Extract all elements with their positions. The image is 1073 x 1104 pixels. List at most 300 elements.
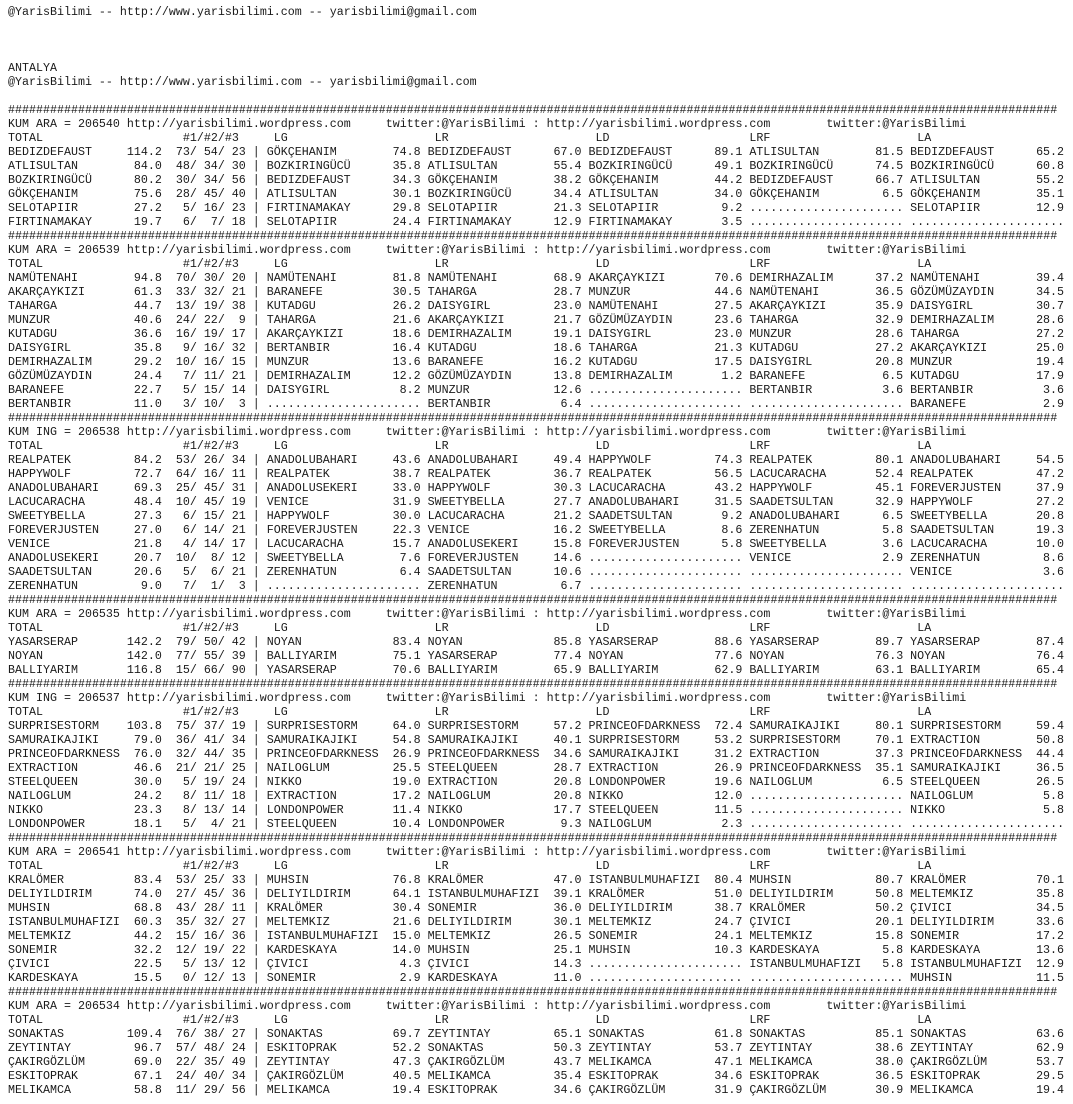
rank-1-count: 15 bbox=[175, 929, 190, 943]
table-row bbox=[8, 649, 1064, 663]
cell-lrf-value: 36.5 bbox=[875, 1069, 904, 1083]
rank-2-count: 11 bbox=[203, 789, 218, 803]
column-ranks: #1/#2/#3 bbox=[182, 705, 239, 719]
cell-lg-name: SELOTAPIIR bbox=[266, 215, 337, 229]
rank-1-count: 7 bbox=[182, 579, 190, 593]
cell-lrf-name: EXTRACTION bbox=[749, 747, 820, 761]
cell-lr-name: HAPPYWOLF bbox=[427, 481, 491, 495]
race-url[interactable]: http://yarisbilimi.wordpress.com bbox=[546, 607, 771, 621]
cell-lg-value: 33.0 bbox=[392, 481, 421, 495]
rank-2-count: 11 bbox=[203, 369, 218, 383]
cell-la-name: SURPRISESTORM bbox=[910, 719, 1002, 733]
race-twitter[interactable]: twitter:@YarisBilimi bbox=[826, 117, 967, 131]
cell-lr-value: 68.9 bbox=[553, 271, 582, 285]
cell-lg-name: MUNZUR bbox=[266, 355, 309, 369]
cell-lr-value: 30.1 bbox=[553, 915, 582, 929]
table-row bbox=[8, 887, 1064, 901]
race-url[interactable]: http://yarisbilimi.wordpress.com bbox=[546, 425, 771, 439]
rank-3-count: 56 bbox=[231, 173, 246, 187]
column-separator: | bbox=[252, 201, 260, 215]
race-url[interactable]: http://yarisbilimi.wordpress.com bbox=[546, 999, 771, 1013]
race-colon: : bbox=[532, 243, 540, 257]
table-row bbox=[8, 495, 1064, 509]
cell-lg-value: 21.6 bbox=[392, 915, 421, 929]
cell-lrf-name: SWEETYBELLA bbox=[749, 537, 827, 551]
rank-3-count: 18 bbox=[231, 215, 246, 229]
horse-name: SELOTAPIIR bbox=[8, 201, 78, 215]
column-separator: | bbox=[252, 565, 260, 579]
race-title: KUM ARA = 206535 bbox=[8, 607, 120, 621]
horse-name: EXTRACTION bbox=[8, 761, 78, 775]
rank-separator: / bbox=[217, 201, 225, 215]
race-twitter[interactable]: twitter:@YarisBilimi bbox=[385, 845, 526, 859]
table-row bbox=[8, 299, 1064, 313]
cell-lrf-value: 3.6 bbox=[882, 383, 904, 397]
column-separator: | bbox=[252, 635, 260, 649]
cell-ld-empty: ...................... bbox=[588, 551, 743, 565]
rank-separator: / bbox=[189, 523, 197, 537]
cell-lr-name: ESKITOPRAK bbox=[427, 1083, 498, 1097]
column-total: TOTAL bbox=[8, 705, 43, 719]
cell-lg-value: 30.1 bbox=[392, 187, 421, 201]
cell-lr-value: 36.7 bbox=[553, 467, 582, 481]
cell-lr-name: SAADETSULTAN bbox=[427, 565, 512, 579]
total-score: 83.4 bbox=[133, 873, 162, 887]
cell-lg-name: KRALÖMER bbox=[266, 901, 323, 915]
cell-ld-name: SONAKTAS bbox=[588, 1027, 645, 1041]
column-ranks: #1/#2/#3 bbox=[182, 859, 239, 873]
cell-la-value: 60.8 bbox=[1036, 159, 1065, 173]
race-url[interactable]: http://yarisbilimi.wordpress.com bbox=[546, 691, 771, 705]
column-header bbox=[8, 131, 1064, 145]
cell-la-value: 36.5 bbox=[1036, 761, 1065, 775]
cell-lg-name: DAISYGIRL bbox=[266, 383, 330, 397]
rank-1-count: 5 bbox=[182, 565, 190, 579]
column-separator: | bbox=[252, 467, 260, 481]
cell-ld-value: 56.5 bbox=[714, 467, 743, 481]
horse-name: BEDIZDEFAUST bbox=[8, 145, 92, 159]
cell-lrf-value: 37.2 bbox=[875, 271, 904, 285]
total-score: 58.8 bbox=[133, 1083, 162, 1097]
cell-la-name: ZEYTINTAY bbox=[910, 1041, 974, 1055]
cell-lg-value: 11.4 bbox=[392, 803, 421, 817]
cell-lr-name: NAMÜTENAHI bbox=[427, 271, 498, 285]
column-header bbox=[8, 859, 1064, 873]
rank-separator: / bbox=[217, 1027, 225, 1041]
cell-lr-name: ANADOLUSEKERI bbox=[427, 537, 519, 551]
rank-2-count: 4 bbox=[210, 817, 218, 831]
cell-ld-empty: ...................... bbox=[588, 565, 743, 579]
table-row bbox=[8, 1041, 1064, 1055]
cell-lrf-empty: ...................... bbox=[749, 397, 904, 411]
race-twitter[interactable]: twitter:@YarisBilimi bbox=[826, 691, 967, 705]
cell-lg-value: 12.2 bbox=[392, 369, 421, 383]
cell-lg-value: 18.6 bbox=[392, 327, 421, 341]
race-twitter[interactable]: twitter:@YarisBilimi bbox=[385, 243, 526, 257]
cell-la-name: ZERENHATUN bbox=[910, 551, 981, 565]
cell-lrf-name: DELIYILDIRIM bbox=[749, 887, 834, 901]
cell-lg-value: 17.2 bbox=[392, 789, 421, 803]
cell-ld-value: 43.2 bbox=[714, 481, 743, 495]
cell-la-value: 35.8 bbox=[1036, 887, 1065, 901]
total-score: 36.6 bbox=[133, 327, 162, 341]
rank-2-count: 66 bbox=[203, 663, 218, 677]
rank-separator: / bbox=[217, 271, 225, 285]
rank-separator: / bbox=[189, 355, 197, 369]
horse-name: NOYAN bbox=[8, 649, 43, 663]
table-row bbox=[8, 1055, 1064, 1069]
column-lg: LG bbox=[273, 131, 288, 145]
cell-lrf-name: LACUCARACHA bbox=[749, 467, 827, 481]
column-separator: | bbox=[252, 187, 260, 201]
rank-1-count: 7 bbox=[182, 369, 190, 383]
rank-separator: / bbox=[217, 929, 225, 943]
cell-la-name: YASARSERAP bbox=[910, 635, 981, 649]
rank-3-count: 19 bbox=[231, 495, 246, 509]
cell-la-value: 19.4 bbox=[1036, 1083, 1065, 1097]
race-header bbox=[8, 243, 1064, 257]
cell-ld-value: 11.5 bbox=[714, 803, 743, 817]
rank-2-count: 21 bbox=[203, 761, 218, 775]
rank-separator: / bbox=[217, 509, 225, 523]
cell-la-value: 55.2 bbox=[1036, 173, 1065, 187]
table-row bbox=[8, 873, 1064, 887]
cell-lg-name: ZERENHATUN bbox=[266, 565, 337, 579]
cell-lr-name: LONDONPOWER bbox=[427, 817, 505, 831]
cell-lg-value: 19.4 bbox=[392, 1083, 421, 1097]
column-separator: | bbox=[252, 145, 260, 159]
cell-ld-value: 44.2 bbox=[714, 173, 743, 187]
rank-2-count: 40 bbox=[203, 1069, 218, 1083]
cell-ld-value: 21.3 bbox=[714, 341, 743, 355]
race-url[interactable]: http://yarisbilimi.wordpress.com bbox=[126, 845, 351, 859]
rank-1-count: 5 bbox=[182, 201, 190, 215]
rank-2-count: 8 bbox=[210, 551, 218, 565]
rank-separator: / bbox=[189, 271, 197, 285]
rank-3-count: 34 bbox=[231, 453, 246, 467]
cell-la-name: NAMÜTENAHI bbox=[910, 271, 981, 285]
horse-name: SURPRISESTORM bbox=[8, 719, 99, 733]
total-score: 109.4 bbox=[126, 1027, 162, 1041]
cell-lrf-value: 70.1 bbox=[875, 733, 904, 747]
rank-2-count: 13 bbox=[203, 803, 218, 817]
table-row bbox=[8, 481, 1064, 495]
cell-ld-value: 70.6 bbox=[714, 271, 743, 285]
cell-lrf-name: ESKITOPRAK bbox=[749, 1069, 820, 1083]
cell-lg-value: 52.2 bbox=[392, 1041, 421, 1055]
race-twitter[interactable]: twitter:@YarisBilimi bbox=[826, 845, 967, 859]
column-total: TOTAL bbox=[8, 439, 43, 453]
race-url[interactable]: http://yarisbilimi.wordpress.com bbox=[546, 243, 771, 257]
horse-name: DEMIRHAZALIM bbox=[8, 355, 92, 369]
rank-3-count: 27 bbox=[231, 915, 246, 929]
rank-1-count: 10 bbox=[175, 495, 190, 509]
race-twitter[interactable]: twitter:@YarisBilimi bbox=[385, 117, 526, 131]
rank-2-count: 13 bbox=[203, 957, 218, 971]
rank-separator: / bbox=[189, 1041, 197, 1055]
table-row bbox=[8, 803, 1064, 817]
cell-la-name: MUNZUR bbox=[910, 355, 953, 369]
column-header bbox=[8, 1013, 1064, 1027]
cell-lrf-value: 80.7 bbox=[875, 873, 904, 887]
rank-separator: / bbox=[189, 1055, 197, 1069]
cell-lr-value: 21.3 bbox=[553, 201, 582, 215]
rank-separator: / bbox=[217, 747, 225, 761]
horse-name: SAMURAIKAJIKI bbox=[8, 733, 99, 747]
total-score: 114.2 bbox=[126, 145, 162, 159]
cell-lg-empty: ...................... bbox=[266, 579, 421, 593]
cell-lr-name: VENICE bbox=[427, 523, 470, 537]
horse-name: SWEETYBELLA bbox=[8, 509, 85, 523]
cell-lg-value: 4.3 bbox=[399, 957, 421, 971]
column-total: TOTAL bbox=[8, 859, 43, 873]
total-score: 61.3 bbox=[133, 285, 162, 299]
separator-line: ###################################################################################################################################################### bbox=[8, 411, 1058, 425]
rank-separator: / bbox=[217, 551, 225, 565]
column-la: LA bbox=[917, 621, 932, 635]
cell-lg-name: BALLIYARIM bbox=[266, 649, 337, 663]
cell-ld-value: 53.2 bbox=[714, 733, 743, 747]
cell-lr-name: BOZKIRINGÜCÜ bbox=[427, 187, 512, 201]
cell-lg-name: ISTANBULMUHAFIZI bbox=[266, 929, 379, 943]
rank-1-count: 12 bbox=[175, 943, 190, 957]
horse-name: SAADETSULTAN bbox=[8, 565, 92, 579]
cell-lg-value: 47.3 bbox=[392, 1055, 421, 1069]
cell-lr-name: DAISYGIRL bbox=[427, 299, 491, 313]
rank-3-count: 56 bbox=[231, 1083, 246, 1097]
cell-lrf-empty: ...................... bbox=[749, 971, 904, 985]
cell-la-name: DELIYILDIRIM bbox=[910, 915, 995, 929]
cell-lr-value: 21.7 bbox=[553, 313, 582, 327]
cell-lr-value: 16.2 bbox=[553, 355, 582, 369]
blank-line bbox=[8, 47, 1064, 61]
cell-la-name: STEELQUEEN bbox=[910, 775, 981, 789]
horse-name: ESKITOPRAK bbox=[8, 1069, 78, 1083]
table-row bbox=[8, 145, 1064, 159]
cell-ld-value: 31.9 bbox=[714, 1083, 743, 1097]
cell-lg-name: ANADOLUSEKERI bbox=[266, 481, 358, 495]
cell-lr-name: EXTRACTION bbox=[427, 775, 498, 789]
rank-2-count: 1 bbox=[210, 579, 218, 593]
cell-ld-value: 80.4 bbox=[714, 873, 743, 887]
cell-ld-value: 88.6 bbox=[714, 635, 743, 649]
rank-separator: / bbox=[217, 145, 225, 159]
column-separator: | bbox=[252, 761, 260, 775]
cell-lr-value: 6.7 bbox=[560, 579, 582, 593]
cell-lrf-name: ÇIVICI bbox=[749, 915, 792, 929]
column-separator: | bbox=[252, 1027, 260, 1041]
total-score: 79.0 bbox=[133, 733, 162, 747]
race-twitter[interactable]: twitter:@YarisBilimi bbox=[385, 691, 526, 705]
cell-ld-value: 10.3 bbox=[714, 943, 743, 957]
column-separator: | bbox=[252, 383, 260, 397]
total-score: 68.8 bbox=[133, 901, 162, 915]
rank-separator: / bbox=[189, 341, 197, 355]
rank-separator: / bbox=[189, 789, 197, 803]
cell-lr-name: NOYAN bbox=[427, 635, 463, 649]
cell-ld-name: BOZKIRINGÜCÜ bbox=[588, 159, 673, 173]
cell-lg-name: SONEMIR bbox=[266, 971, 316, 985]
cell-la-value: 8.6 bbox=[1043, 551, 1065, 565]
rank-separator: / bbox=[217, 579, 225, 593]
cell-lrf-value: 3.6 bbox=[882, 537, 904, 551]
race-url[interactable]: http://yarisbilimi.wordpress.com bbox=[126, 425, 351, 439]
table-row bbox=[8, 957, 1064, 971]
total-score: 84.0 bbox=[133, 159, 162, 173]
separator-line: ###################################################################################################################################################### bbox=[8, 677, 1058, 691]
column-separator: | bbox=[252, 901, 260, 915]
cell-lr-name: BALLIYARIM bbox=[427, 663, 498, 677]
column-ld: LD bbox=[595, 705, 610, 719]
cell-lrf-value: 89.7 bbox=[875, 635, 904, 649]
rank-separator: / bbox=[189, 467, 197, 481]
cell-la-value: 65.4 bbox=[1036, 663, 1065, 677]
cell-lg-value: 64.1 bbox=[392, 887, 421, 901]
cell-lg-name: DELIYILDIRIM bbox=[266, 887, 351, 901]
table-row bbox=[8, 523, 1064, 537]
column-separator: | bbox=[252, 495, 260, 509]
column-separator: | bbox=[252, 327, 260, 341]
table-row bbox=[8, 271, 1064, 285]
cell-la-value: 87.4 bbox=[1036, 635, 1065, 649]
cell-lg-name: FOREVERJUSTEN bbox=[266, 523, 358, 537]
horse-name: HAPPYWOLF bbox=[8, 467, 71, 481]
cell-lrf-value: 30.9 bbox=[875, 1083, 904, 1097]
cell-lg-name: SAMURAIKAJIKI bbox=[266, 733, 358, 747]
race-twitter[interactable]: twitter:@YarisBilimi bbox=[826, 243, 967, 257]
column-lr: LR bbox=[434, 621, 449, 635]
cell-lrf-value: 81.5 bbox=[875, 145, 904, 159]
total-score: 94.8 bbox=[133, 271, 162, 285]
race-url[interactable]: http://yarisbilimi.wordpress.com bbox=[126, 691, 351, 705]
race-url[interactable]: http://yarisbilimi.wordpress.com bbox=[546, 117, 771, 131]
cell-lg-value: 14.0 bbox=[392, 943, 421, 957]
cell-la-value: 10.0 bbox=[1036, 537, 1065, 551]
race-twitter[interactable]: twitter:@YarisBilimi bbox=[826, 999, 967, 1013]
cell-lg-value: 54.8 bbox=[392, 733, 421, 747]
race-twitter[interactable]: twitter:@YarisBilimi bbox=[385, 607, 526, 621]
cell-la-value: 76.4 bbox=[1036, 649, 1065, 663]
rank-separator: / bbox=[217, 159, 225, 173]
rank-separator: / bbox=[217, 565, 225, 579]
cell-la-value: 62.9 bbox=[1036, 1041, 1065, 1055]
cell-la-name: REALPATEK bbox=[910, 467, 974, 481]
rank-3-count: 18 bbox=[231, 789, 246, 803]
race-url[interactable]: http://yarisbilimi.wordpress.com bbox=[546, 845, 771, 859]
cell-lr-value: 28.7 bbox=[553, 285, 582, 299]
cell-lr-name: YASARSERAP bbox=[427, 649, 498, 663]
race-url[interactable]: http://yarisbilimi.wordpress.com bbox=[126, 607, 351, 621]
cell-lrf-value: 50.2 bbox=[875, 901, 904, 915]
cell-lrf-name: AKARÇAYKIZI bbox=[749, 299, 827, 313]
rank-1-count: 27 bbox=[175, 887, 190, 901]
rank-separator: / bbox=[217, 397, 225, 411]
total-score: 48.4 bbox=[133, 495, 162, 509]
rank-separator: / bbox=[217, 327, 225, 341]
cell-lg-value: 30.5 bbox=[392, 285, 421, 299]
table-row bbox=[8, 551, 1064, 565]
total-score: 23.3 bbox=[133, 803, 162, 817]
cell-la-value: 34.5 bbox=[1036, 285, 1065, 299]
horse-name: KUTADGU bbox=[8, 327, 57, 341]
rank-2-count: 34 bbox=[203, 173, 218, 187]
cell-ld-name: ANADOLUBAHARI bbox=[588, 495, 680, 509]
cell-la-value: 53.7 bbox=[1036, 1055, 1065, 1069]
column-separator: | bbox=[252, 1041, 260, 1055]
cell-lg-empty: ...................... bbox=[266, 397, 421, 411]
rank-separator: / bbox=[217, 635, 225, 649]
rank-2-count: 16 bbox=[203, 467, 218, 481]
race-twitter[interactable]: twitter:@YarisBilimi bbox=[385, 999, 526, 1013]
cell-la-value: 3.6 bbox=[1043, 565, 1065, 579]
column-header bbox=[8, 439, 1064, 453]
rank-separator: / bbox=[189, 579, 197, 593]
cell-lr-value: 15.8 bbox=[553, 537, 582, 551]
rank-2-count: 34 bbox=[203, 159, 218, 173]
horse-name: ZEYTINTAY bbox=[8, 1041, 71, 1055]
column-total: TOTAL bbox=[8, 621, 43, 635]
table-row bbox=[8, 159, 1064, 173]
cell-la-name: SAMURAIKAJIKI bbox=[910, 761, 1002, 775]
rank-2-count: 30 bbox=[203, 271, 218, 285]
rank-2-count: 38 bbox=[203, 1027, 218, 1041]
column-separator: | bbox=[252, 313, 260, 327]
race-url[interactable]: http://yarisbilimi.wordpress.com bbox=[126, 243, 351, 257]
table-row bbox=[8, 901, 1064, 915]
rank-separator: / bbox=[217, 733, 225, 747]
total-score: 116.8 bbox=[126, 663, 162, 677]
race-twitter[interactable]: twitter:@YarisBilimi bbox=[385, 425, 526, 439]
cell-lr-name: GÖZÜMÜZAYDIN bbox=[427, 369, 512, 383]
rank-1-count: 5 bbox=[182, 775, 190, 789]
cell-la-name: BERTANBIR bbox=[910, 383, 974, 397]
rank-separator: / bbox=[217, 873, 225, 887]
race-twitter[interactable]: twitter:@YarisBilimi bbox=[826, 607, 967, 621]
race-twitter[interactable]: twitter:@YarisBilimi bbox=[826, 425, 967, 439]
cell-lr-name: BEDIZDEFAUST bbox=[427, 145, 512, 159]
rank-1-count: 57 bbox=[175, 1041, 190, 1055]
cell-la-value: 17.9 bbox=[1036, 369, 1065, 383]
cell-lrf-value: 5.8 bbox=[882, 957, 904, 971]
column-separator: | bbox=[252, 649, 260, 663]
rank-1-count: 11 bbox=[175, 1083, 190, 1097]
race-url[interactable]: http://yarisbilimi.wordpress.com bbox=[126, 117, 351, 131]
cell-la-value: 12.9 bbox=[1036, 957, 1065, 971]
cell-lr-value: 18.6 bbox=[553, 341, 582, 355]
race-title: KUM ARA = 206541 bbox=[8, 845, 120, 859]
cell-la-value: 17.2 bbox=[1036, 929, 1065, 943]
rank-3-count: 36 bbox=[231, 929, 246, 943]
column-lr: LR bbox=[434, 859, 449, 873]
cell-la-value: 44.4 bbox=[1036, 747, 1065, 761]
rank-1-count: 28 bbox=[175, 187, 190, 201]
separator-line: ###################################################################################################################################################### bbox=[8, 593, 1058, 607]
column-separator: | bbox=[252, 285, 260, 299]
cell-lg-value: 40.5 bbox=[392, 1069, 421, 1083]
total-score: 142.0 bbox=[126, 649, 162, 663]
rank-separator: / bbox=[217, 187, 225, 201]
cell-la-name: SWEETYBELLA bbox=[910, 509, 988, 523]
city-title: ANTALYA bbox=[8, 61, 57, 75]
cell-la-name: BARANEFE bbox=[910, 397, 967, 411]
cell-la-value: 34.5 bbox=[1036, 901, 1065, 915]
horse-name: BERTANBIR bbox=[8, 397, 71, 411]
cell-la-name: HAPPYWOLF bbox=[910, 495, 974, 509]
race-url[interactable]: http://yarisbilimi.wordpress.com bbox=[126, 999, 351, 1013]
rank-separator: / bbox=[217, 173, 225, 187]
cell-lg-name: NAMÜTENAHI bbox=[266, 271, 337, 285]
cell-lrf-name: SONAKTAS bbox=[749, 1027, 806, 1041]
